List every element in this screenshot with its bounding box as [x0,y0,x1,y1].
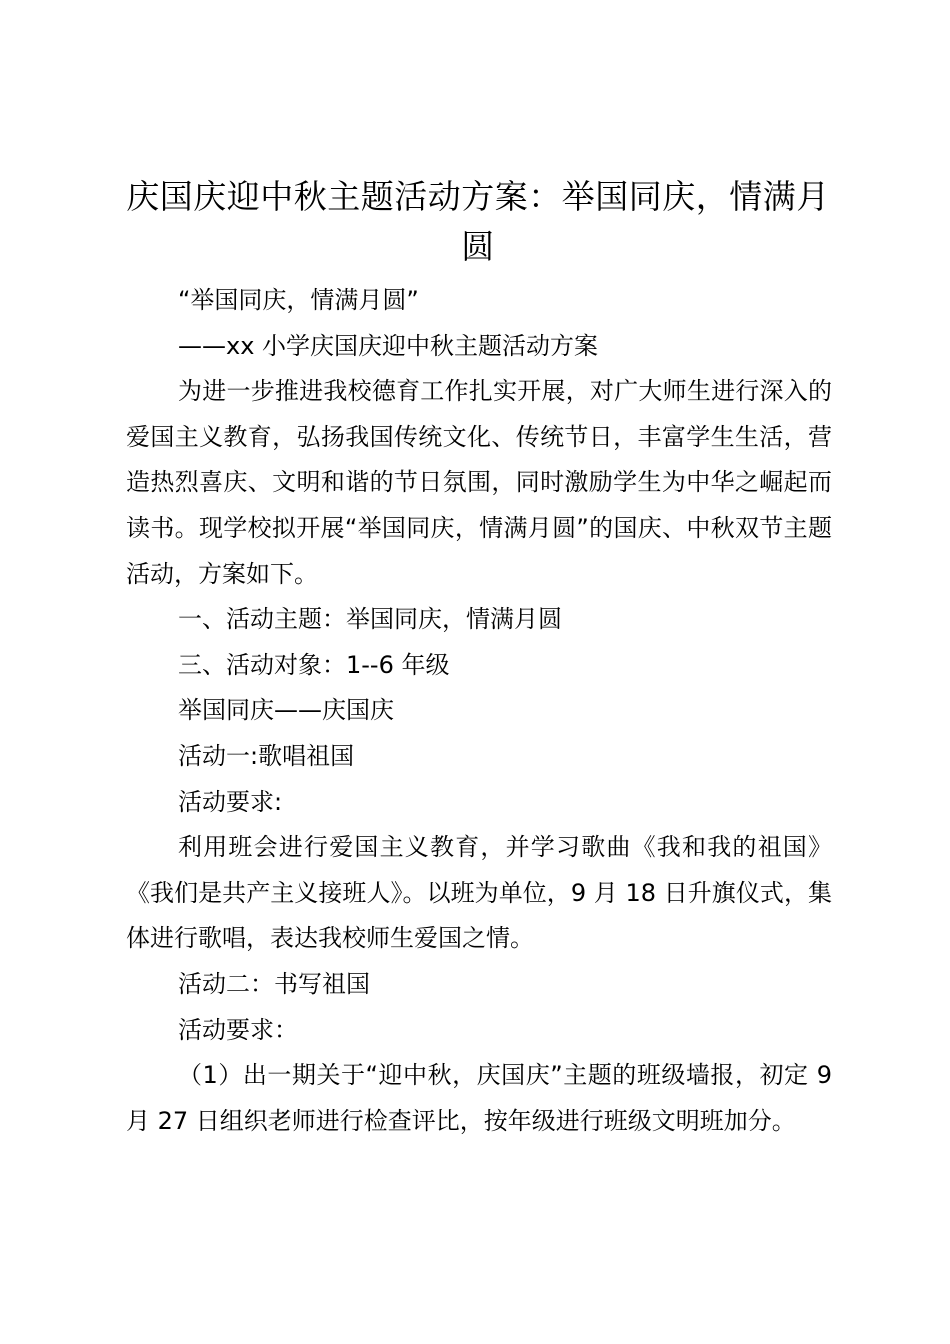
activity-one-heading: 活动一:歌唱祖国 [178,741,355,770]
section-heading-national-day: 举国同庆——庆国庆 [178,696,394,725]
document-title: 庆国庆迎中秋主题活动方案：举国同庆，情满月圆 [126,177,830,266]
activity-two-requirements-label: 活动要求： [178,1015,298,1044]
paragraph-activity-theme: 一、活动主题：举国同庆，情满月圆 [178,605,562,634]
paragraph-subtitle: ——xx 小学庆国庆迎中秋主题活动方案 [178,331,599,360]
paragraph-theme-quote: “举国同庆，情满月圆” [178,286,419,314]
paragraph-activity-target: 三、活动对象：1--6 年级 [178,650,450,679]
activity-one-requirements-label: 活动要求: [178,787,283,816]
paragraph-intro: 为进一步推进我校德育工作扎实开展，对广大师生进行深入的爱国主义教育，弘扬我国传统文化、传统节日，丰富学生生活，营造热烈喜庆、文明和谐的节日氛围，同时激励学生为中华之崛起而读书。现学校拟开展“举国同庆，情满月圆”的国庆、中秋双节主题活动，方案如下。 [126,377,832,588]
activity-one-requirements-text: 利用班会进行爱国主义教育，并学习歌曲《我和我的祖国》《我们是共产主义接班人》。以班为单位，9 月 18 日升旗仪式，集体进行歌唱，表达我校师生爱国之情。 [126,833,832,953]
document-body [126,278,832,1144]
activity-two-requirement-item-1: （1）出一期关于“迎中秋，庆国庆”主题的班级墙报，初定 9 月 27 日组织老师进行检查评比，按年级进行班级文明班加分。 [126,1061,832,1135]
activity-two-heading: 活动二：书写祖国 [178,969,370,998]
